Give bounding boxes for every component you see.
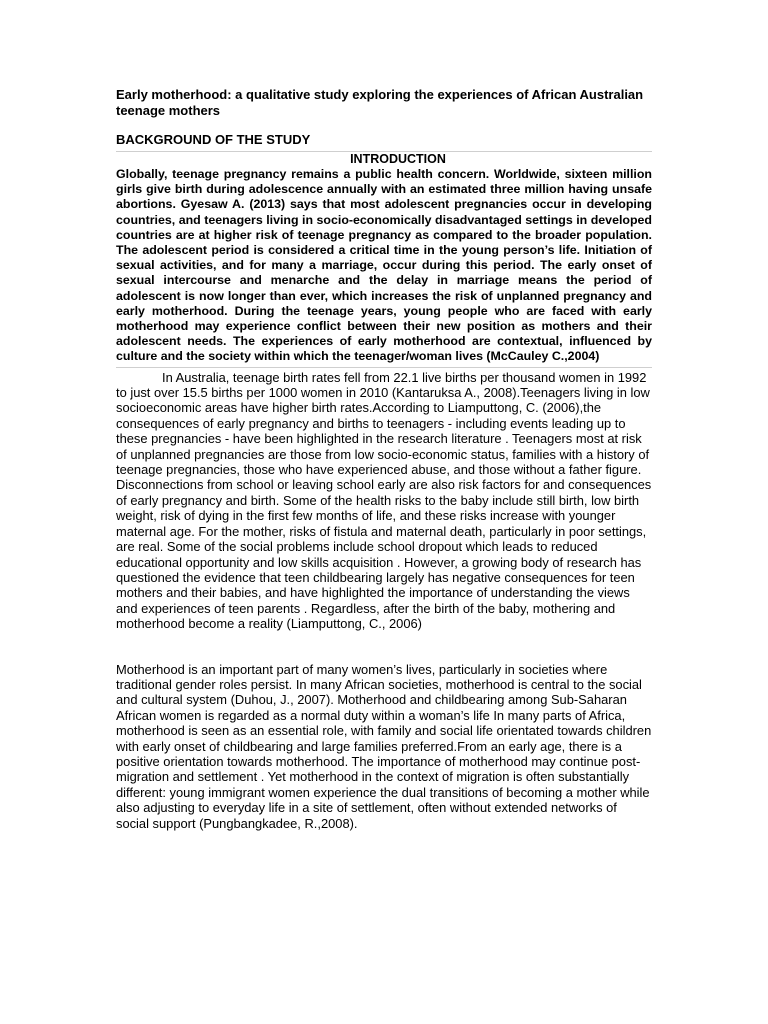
paragraph-divider bbox=[116, 367, 652, 368]
motherhood-paragraph: Motherhood is an important part of many women’s lives, particularly in societies where traditional gender roles persist. In many African societies, motherhood is central to the social and cultural system (Duhou, J., 2007). Motherhood and childbearing among Sub-Saharan African women is regarded as a normal duty within a woman’s life In many parts of Africa, motherhood is seen as an essential role, with family and social life orientated towards children with early onset of childbearing and large families preferred.From an early age, there is a positive orientation towards motherhood. The importance of motherhood may continue post-migration and settlement . Yet motherhood in the context of migration is often substantially different: young immigrant women experience the dual transitions of becoming a mother while also adjusting to everyday life in a site of settlement, often without extended networks of social support (Pungbangkadee, R.,2008). bbox=[116, 661, 652, 831]
document-title: Early motherhood: a qualitative study exploring the experiences of African Australian teenage mothers bbox=[116, 87, 644, 118]
section-heading: BACKGROUND OF THE STUDY bbox=[116, 132, 311, 147]
intro-paragraph: Globally, teenage pregnancy remains a public health concern. Worldwide, sixteen million girls give birth during adolescence annually with an estimated three million having unsafe abortions. Gyesaw A. (2013) says that most adolescent pregnancies occur in developing countries, and teenagers living in socio-economically disadvantaged settings in developed countries are at higher risk of teenage pregnancy as compared to the broader population. The adolescent period is considered a critical time in the young person’s life. Initiation of sexual activities, and for many a marriage, occur during this period. The early onset of sexual intercourse and menarche and the delay in marriage means the period of adolescent is now longer than ever, which increases the risk of unplanned pregnancy and early motherhood. During the teenage years, young people who are faced with early motherhood may experience conflict between their new position as mothers and their adolescent needs. The experiences of early motherhood are contextual, influenced by culture and the society within which the teenager/woman lives (McCauley C.,2004) bbox=[116, 167, 652, 364]
document-content bbox=[116, 87, 652, 831]
australia-paragraph: In Australia, teenage birth rates fell from 22.1 live births per thousand women in 1992 to just over 15.5 births per 1000 women in 2010 (Kantaruksa A., 2008).Teenagers living in low socioeconomic areas have higher birth rates.According to Liamputtong, C. (2006),the consequences of early pregnancy and births to teenagers - including events leading up to these pregnancies - have been highlighted in the research literature . Teenagers most at risk of unplanned pregnancies are those from low socio-economic status, families with a history of teenage pregnancies, those who have experienced abuse, and those without a father figure. Disconnections from school or leaving school early are also risk factors for and consequences of early pregnancy and birth. Some of the health risks to the baby include still birth, low birth weight, risk of dying in the first few months of life, and these risks increase with younger maternal age. For the mother, risks of fistula and maternal death, particularly in poor settings, are real. Some of the social problems include school dropout which leads to reduced educational opportunity and low skills acquisition . However, a growing body of research has questioned the evidence that teen childbearing largely has negative consequences for teen mothers and their babies, and have highlighted the importance of understanding the views and experiences of teen parents . Regardless, after the birth of the baby, mothering and motherhood become a reality (Liamputtong, C., 2006) bbox=[116, 369, 652, 632]
subsection-heading: INTRODUCTION bbox=[350, 152, 446, 166]
